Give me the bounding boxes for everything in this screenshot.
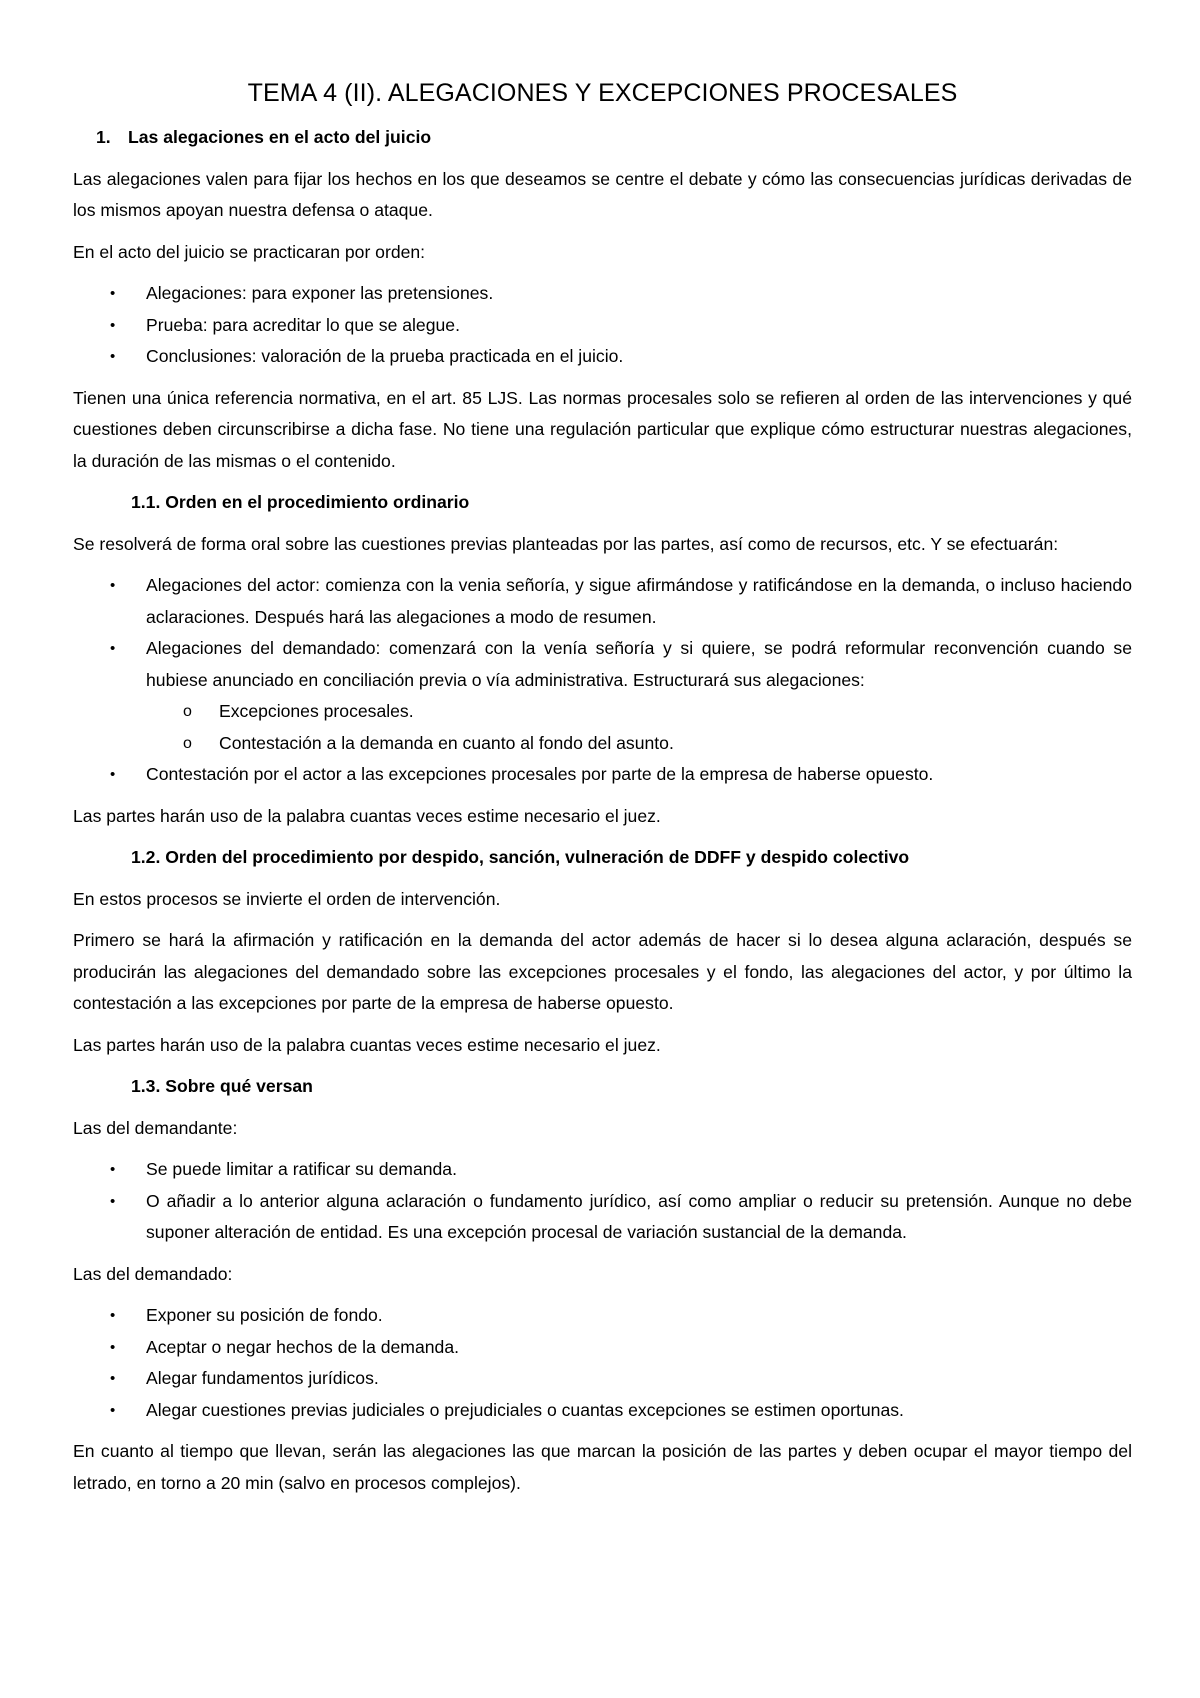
bullet-icon: • <box>110 348 116 365</box>
list-item <box>73 1363 1132 1395</box>
list-item <box>73 570 1132 633</box>
paragraph: En cuanto al tiempo que llevan, serán las alegaciones las que marcan la posición de las partes y deben ocupar el mayor tiempo del letrado, en torno a 20 min (salvo en procesos complejos). <box>73 1441 1132 1493</box>
section-number: 1. <box>96 127 111 147</box>
list-item-text: Contestación por el actor a las excepciones procesales por parte de la empresa de haberse opuesto. <box>146 764 934 784</box>
list-item-text: Alegaciones del actor: comienza con la venia señoría, y sigue afirmándose y ratificándose en la demanda, o incluso haciendo aclaraciones. Después hará las alegaciones a modo de resumen. <box>146 575 1132 627</box>
paragraph: Las partes harán uso de la palabra cuantas veces estime necesario el juez. <box>73 1034 661 1055</box>
list-item-text: Alegaciones del demandado: comenzará con la venía señoría y si quiere, se podrá reformular reconvención cuando se hubiese anunciado en conciliación previa o vía administrativa. Estructurará sus alegaciones: <box>146 638 1132 690</box>
document-title: TEMA 4 (II). ALEGACIONES Y EXCEPCIONES PROCESALES <box>247 79 958 107</box>
sub-list-item <box>146 728 1132 760</box>
bullet-icon: • <box>110 316 116 334</box>
paragraph: Tienen una única referencia normativa, en el art. 85 LJS. Las normas procesales solo se refieren al orden de las intervenciones y qué cuestiones deben circunscribirse a dicha fase. No tiene una regulación particular que explique cómo estructurar nuestras alegaciones, la duración de las mismas o el contenido. <box>73 387 1132 471</box>
sub-list-item-text: Contestación a la demanda en cuanto al fondo del asunto. <box>219 732 674 753</box>
paragraph: Las partes harán uso de la palabra cuantas veces estime necesario el juez. <box>73 805 661 826</box>
bullet-icon: • <box>110 1307 116 1324</box>
paragraph: Se resolverá de forma oral sobre las cuestiones previas planteadas por las partes, así como de recursos, etc. Y se efectuarán: <box>73 533 1059 554</box>
list-item-text: Aceptar o negar hechos de la demanda. <box>146 1336 459 1357</box>
list-item <box>73 278 1132 310</box>
paragraph: En el acto del juicio se practicaran por orden: <box>73 241 426 262</box>
list-item-text: Exponer su posición de fondo. <box>146 1305 383 1325</box>
subsection-heading: 1.2. Orden del procedimiento por despido, sanción, vulneración de DDFF y despido colectivo <box>131 847 910 867</box>
paragraph: Las del demandante: <box>73 1117 238 1138</box>
paragraph: Las alegaciones valen para fijar los hechos en los que deseamos se centre el debate y cómo las consecuencias jurídicas derivadas de los mismos apoyan nuestra defensa o ataque. <box>73 168 1132 220</box>
bullet-icon: • <box>110 285 116 302</box>
sub-list-item-text: Excepciones procesales. <box>219 701 414 721</box>
bullet-list <box>73 1154 1132 1249</box>
sub-bullet-icon: o <box>183 703 192 720</box>
subsection-heading: 1.3. Sobre qué versan <box>131 1076 313 1096</box>
list-item <box>73 310 1132 342</box>
sub-bullet-list <box>146 696 1132 759</box>
bullet-icon: • <box>110 1338 116 1356</box>
section-heading-text: Las alegaciones en el acto del juicio <box>128 127 432 147</box>
list-item <box>73 1300 1132 1332</box>
bullet-icon: • <box>110 1192 116 1210</box>
list-item-text: Se puede limitar a ratificar su demanda. <box>146 1159 457 1179</box>
list-item-text: Prueba: para acreditar lo que se alegue. <box>146 314 460 335</box>
sub-bullet-icon: o <box>183 734 192 752</box>
bullet-icon: • <box>110 1370 116 1387</box>
bullet-icon: • <box>110 766 116 783</box>
paragraph: En estos procesos se invierte el orden de intervención. <box>73 888 501 909</box>
list-item <box>73 341 1132 373</box>
bullet-icon: • <box>110 640 116 657</box>
list-item-text: O añadir a lo anterior alguna aclaración o fundamento jurídico, así como ampliar o reducir su pretensión. Aunque no debe suponer alteración de entidad. Es una excepción procesal de variación sustancial de la demanda. <box>146 1190 1132 1242</box>
list-item-text: Alegaciones: para exponer las pretensiones. <box>146 283 494 303</box>
list-item-text: Alegar fundamentos jurídicos. <box>146 1368 379 1388</box>
list-item-text: Alegar cuestiones previas judiciales o prejudiciales o cuantas excepciones se estimen oportunas. <box>146 1399 904 1420</box>
bullet-icon: • <box>110 1401 116 1419</box>
section-heading <box>73 122 1132 154</box>
paragraph: Las del demandado: <box>73 1263 233 1284</box>
list-item <box>73 1332 1132 1364</box>
bullet-list <box>73 570 1132 791</box>
paragraph: Primero se hará la afirmación y ratificación en la demanda del actor además de hacer si lo desea alguna aclaración, después se producirán las alegaciones del demandado sobre las excepciones procesales y el fondo, las alegaciones del actor, y por último la contestación a las excepciones por parte de la empresa de haberse opuesto. <box>73 930 1132 1013</box>
bullet-list <box>73 278 1132 373</box>
bullet-icon: • <box>110 577 116 594</box>
subsection-heading: 1.1. Orden en el procedimiento ordinario <box>131 492 470 512</box>
bullet-icon: • <box>110 1161 116 1178</box>
bullet-list <box>73 1300 1132 1426</box>
list-item <box>73 1395 1132 1427</box>
sub-list-item <box>146 696 1132 728</box>
list-item <box>73 633 1132 759</box>
list-item <box>73 759 1132 791</box>
list-item-text: Conclusiones: valoración de la prueba practicada en el juicio. <box>146 346 624 366</box>
list-item <box>73 1186 1132 1249</box>
list-item <box>73 1154 1132 1186</box>
